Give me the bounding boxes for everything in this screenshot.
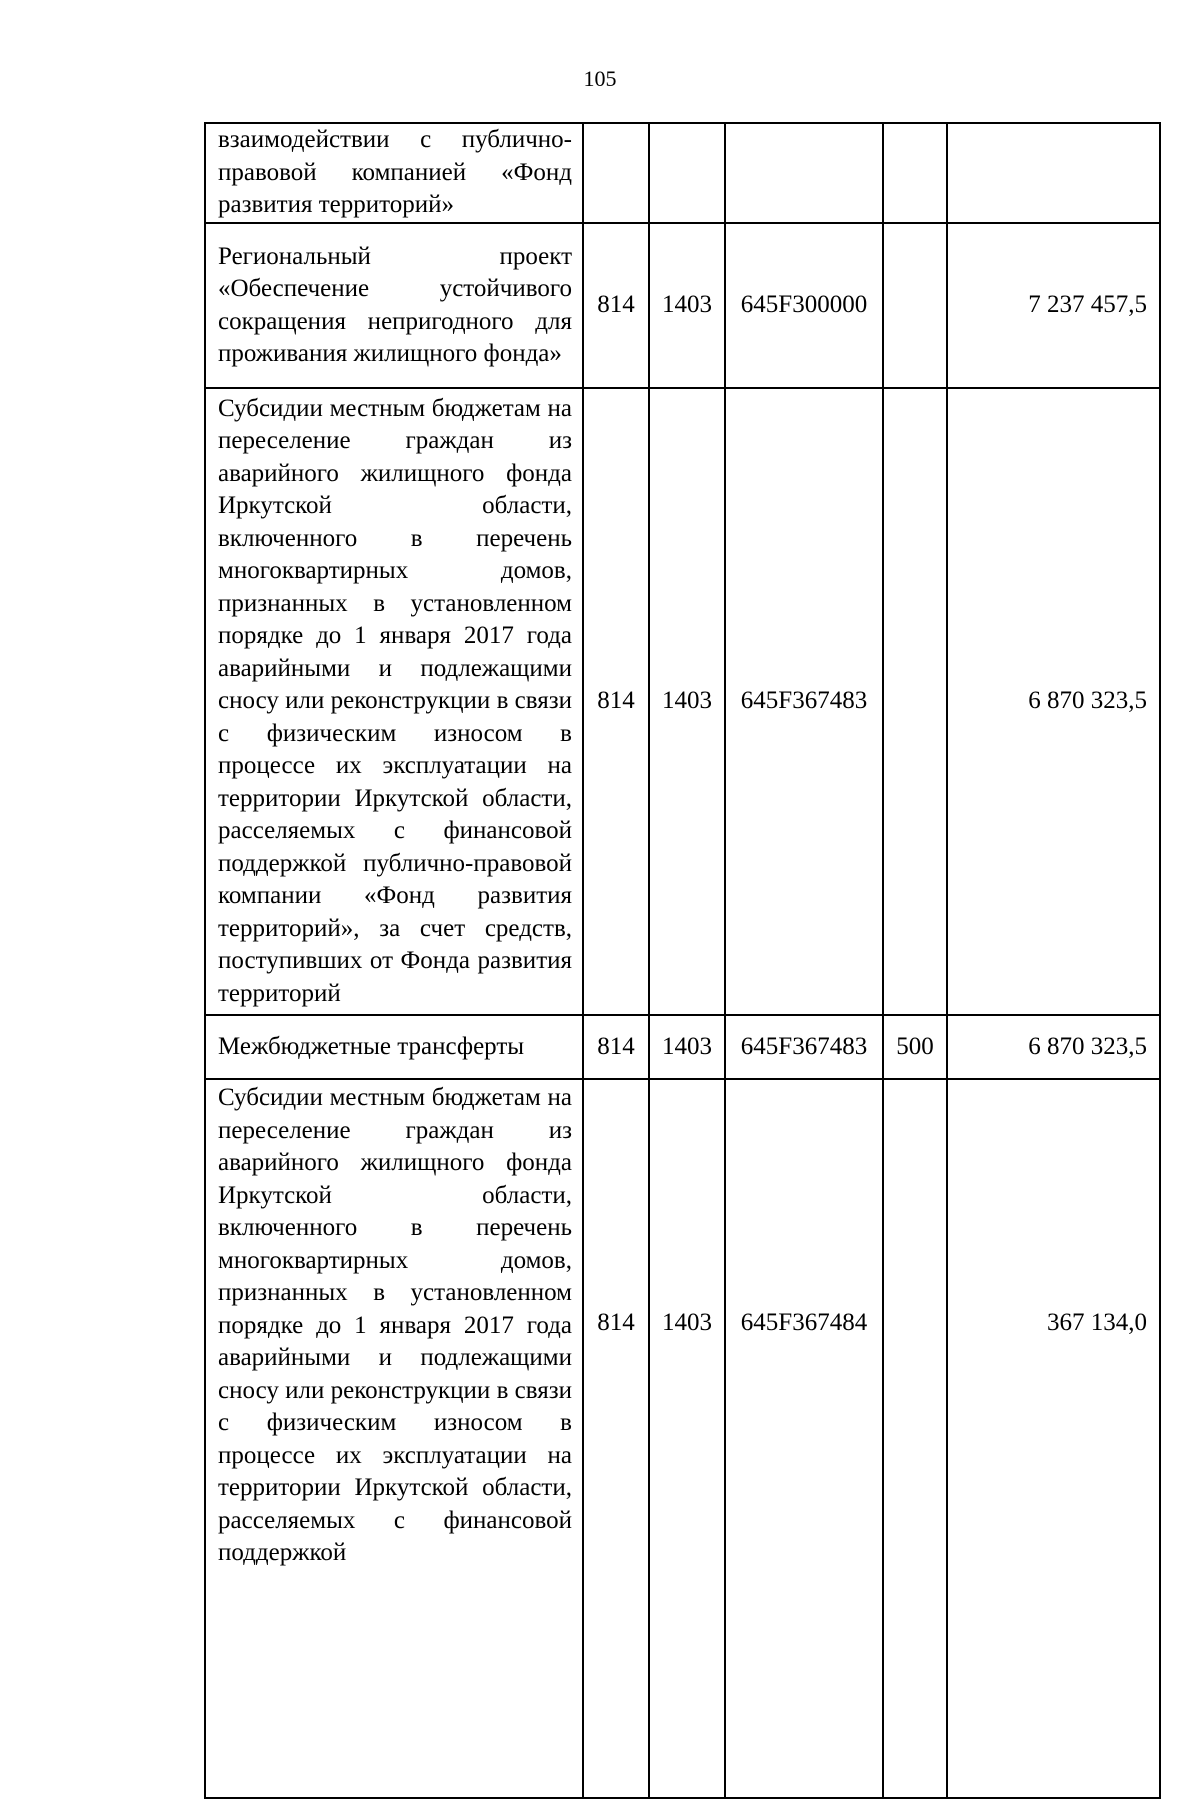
row-name-cell: Межбюджетные трансферты [205,1015,583,1079]
table-row [205,388,1160,1015]
ministry-code-cell: 814 [583,388,649,1015]
target-code-cell: 645F367483 [725,1015,883,1079]
amount-cell [947,123,1160,223]
target-code-cell: 645F300000 [725,223,883,388]
ministry-code-cell: 814 [583,1079,649,1798]
expense-type-cell [883,123,947,223]
ministry-code-cell [583,123,649,223]
expense-type-cell [883,223,947,388]
section-code-cell: 1403 [649,1015,725,1079]
budget-table [204,122,1161,1799]
section-code-cell [649,123,725,223]
page-number: 105 [583,66,617,91]
section-code-cell: 1403 [649,223,725,388]
table-row [205,223,1160,388]
target-code-cell: 645F367484 [725,1079,883,1798]
ministry-code-cell: 814 [583,1015,649,1079]
expense-type-cell [883,1079,947,1798]
row-name-cell: Субсидии местным бюджетам на переселение граждан из аварийного жилищного фонда Иркутской области, включенного в перечень многоквартирных домов, признанных в установленном порядке до 1 января 2017 года аварийными и подлежащими сносу или реконструкции в связи с физическим износом в процессе их эксплуатации на территории Иркутской области, расселяемых с финансовой поддержкой [205,1079,583,1798]
row-name-cell: взаимодействии с публично-правовой компанией «Фонд развития территорий» [205,123,583,223]
amount-cell: 367 134,0 [947,1079,1160,1798]
section-code-cell: 1403 [649,1079,725,1798]
table-row [205,123,1160,223]
amount-cell: 7 237 457,5 [947,223,1160,388]
amount-cell: 6 870 323,5 [947,388,1160,1015]
row-name-cell: Региональный проект «Обеспечение устойчивого сокращения непригодного для проживания жилищного фонда» [205,223,583,388]
target-code-cell: 645F367483 [725,388,883,1015]
target-code-cell [725,123,883,223]
expense-type-cell: 500 [883,1015,947,1079]
section-code-cell: 1403 [649,388,725,1015]
table-row [205,1079,1160,1798]
row-name-cell: Субсидии местным бюджетам на переселение граждан из аварийного жилищного фонда Иркутской области, включенного в перечень многоквартирных домов, признанных в установленном порядке до 1 января 2017 года аварийными и подлежащими сносу или реконструкции в связи с физическим износом в процессе их эксплуатации на территории Иркутской области, расселяемых с финансовой поддержкой публично-правовой компании «Фонд развития территорий», за счет средств, поступивших от Фонда развития территорий [205,388,583,1015]
expense-type-cell [883,388,947,1015]
amount-cell: 6 870 323,5 [947,1015,1160,1079]
table-row [205,1015,1160,1079]
ministry-code-cell: 814 [583,223,649,388]
